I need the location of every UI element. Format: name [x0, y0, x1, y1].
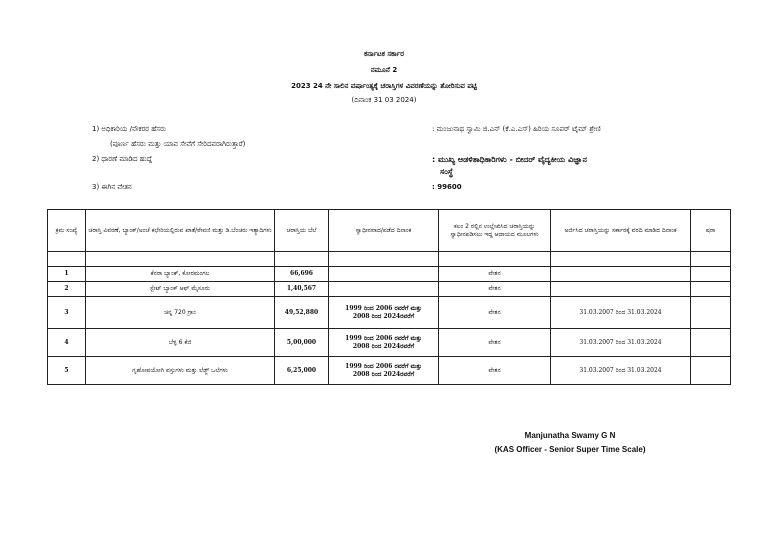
- table-spacer-row: [48, 252, 731, 267]
- cell-income-source: ವೇತನ: [439, 297, 551, 329]
- post-label: 2) ಧಾರಣೆ ಮಾಡಿದ ಹುದ್ದೆ: [92, 155, 153, 163]
- assets-table: [47, 209, 731, 385]
- header-cell-serial: ಕ್ರಮ ಸಂಖ್ಯೆ: [48, 210, 86, 252]
- cell-remarks: [691, 297, 731, 329]
- header-form-number: ನಮೂನೆ 2: [370, 66, 398, 74]
- cell-income-source: ವೇತನ: [439, 357, 551, 385]
- header-cell-acquired-date: ಸ್ವಾಧೀನವಾದ/ಪಡೆದ ದಿನಾಂಕ: [329, 210, 439, 252]
- post-value-line2: ಸಂಸ್ಥೆ: [440, 167, 454, 176]
- cell-reported-date: [551, 267, 691, 282]
- date-line1: 1999 ರಿಂದ 2006 ರವರೆಗೆ ಮತ್ತು: [345, 362, 422, 370]
- officer-value: : ಮಂಜುನಾಥ ಸ್ವಾಮಿ ಜಿ.ಎನ್ (ಕೆ.ಎ.ಎಸ್) ಹಿರಿಯ ಸೂಪರ್ ಟೈಮ್ ಶ್ರೇಣಿ: [432, 125, 601, 133]
- cell-value: 6,25,000: [275, 357, 329, 385]
- empty-cell: [329, 252, 439, 267]
- table-row: [48, 329, 731, 357]
- header-cell-reported-date: ಅರ್ಜಿಸಿದ ಚರಾಸ್ತಿಯನ್ನು ಸರ್ಕಾರಕ್ಕೆ ವರದಿ ಮಾಡಿದ ದಿನಾಂಕ: [551, 210, 691, 252]
- cell-value: 5,00,000: [275, 329, 329, 357]
- empty-cell: [551, 252, 691, 267]
- date-line1: 1999 ರಿಂದ 2006 ರವರೆಗೆ ಮತ್ತು: [345, 334, 422, 342]
- cell-reported-date: 31.03.2007 ರಿಂದ 31.03.2024: [551, 329, 691, 357]
- salary-value: : 99600: [432, 183, 462, 191]
- cell-acquired-date: [329, 297, 439, 329]
- cell-income-source: ವೇತನ: [439, 267, 551, 282]
- empty-cell: [439, 252, 551, 267]
- empty-cell: [48, 252, 86, 267]
- cell-value: 49,52,880: [275, 297, 329, 329]
- signature-name: Manjunatha Swamy G N: [524, 431, 616, 440]
- table-row: [48, 357, 731, 385]
- cell-value: 1,40,567: [275, 282, 329, 297]
- header-date: (ದಿನಾಂಕ 31 03 2024): [351, 96, 417, 104]
- officer-label: 1) ಅಧಿಕಾರಿಯ /ನೌಕರರ ಹೆಸರು: [92, 125, 166, 133]
- date-line2: 2008 ರಿಂದ 2024ರವರೆಗೆ: [352, 342, 415, 350]
- header-cell-income-source: ಕಲಂ 2 ರಲ್ಲಿನ ಉಲ್ಲೇಖಿಸಿದ ಚರಾಸ್ತಿಯನ್ನು ಸ್ವಾಧೀನಪಡಿಸಲು ಇದ್ದ ಆದಾಯದ ಮೂಲಗಳು: [439, 210, 551, 252]
- cell-reported-date: 31.03.2007 ರಿಂದ 31.03.2024: [551, 297, 691, 329]
- cell-description: ಚಿನ್ನ 720 ಗ್ರಾಂ: [86, 297, 275, 329]
- header-cell-remarks: ಷರಾ: [691, 210, 731, 252]
- date-line2: 2008 ರಿಂದ 2024ರವರೆಗೆ: [352, 370, 415, 378]
- cell-income-source: ವೇತನ: [439, 329, 551, 357]
- officer-note: (ಪೂರ್ಣ ಹೆಸರು ಮತ್ತು ಯಾವ ಸೇವೆಗೆ ಸೇರಿದವರಾಗಿರುತ್ತಾರೆ): [110, 140, 246, 148]
- cell-acquired-date: [329, 329, 439, 357]
- empty-cell: [86, 252, 275, 267]
- cell-remarks: [691, 267, 731, 282]
- cell-remarks: [691, 357, 731, 385]
- salary-label: 3) ಈಗಿನ ವೇತನ: [92, 183, 132, 191]
- cell-reported-date: 31.03.2007 ರಿಂದ 31.03.2024: [551, 357, 691, 385]
- header-cell-value: ಚರಾಸ್ತಿಯ ಬೆಲೆ: [275, 210, 329, 252]
- date-line1: 1999 ರಿಂದ 2006 ರವರೆಗೆ ಮತ್ತು: [345, 304, 422, 312]
- table-row: [48, 267, 731, 282]
- header-cell-description: ಚರಾಸ್ತಿ ವಿವರಣೆ, ಬ್ಯಾಂಕ್/ಅಂಚೆ ಕಛೇರಿಯಲ್ಲಿರುವ ಖಾತೆ/ಠೇವಣಿ ಮತ್ತು ಡಿ.ಬೆಂಚರು ಇತ್ಯಾದಿಗಳು: [86, 210, 275, 252]
- cell-income-source: ವೇತನ: [439, 282, 551, 297]
- cell-description: ಗೃಹೋಪಯೋಗಿ ವಸ್ತುಗಳು ಮತ್ತು ಲೆಡ್ಜ್ ಒಲೆಗಳು: [86, 357, 275, 385]
- header-government: ಕರ್ನಾಟಕ ಸರ್ಕಾರ: [364, 50, 404, 58]
- cell-description: ಸ್ಟೇಟ್ ಬ್ಯಾಂಕ್ ಆಫ್ ಮೈಸೂರು: [86, 282, 275, 297]
- cell-serial: 4: [48, 329, 86, 357]
- post-value-line1: : ಮುಖ್ಯ ಆಡಳಿತಾಧಿಕಾರಿಗಳು - ಬೀದರ್ ವೈದ್ಯಕೀಯ ವಿಜ್ಞಾನ: [432, 155, 587, 164]
- cell-serial: 2: [48, 282, 86, 297]
- cell-serial: 5: [48, 357, 86, 385]
- cell-value: 66,696: [275, 267, 329, 282]
- cell-reported-date: [551, 282, 691, 297]
- cell-remarks: [691, 282, 731, 297]
- cell-description: ಬೆಳ್ಳಿ 6 ಕೆಜಿ: [86, 329, 275, 357]
- cell-description: ಕೆನರಾ ಬ್ಯಾಂಕ್, ಕೋರಮಂಗಲ: [86, 267, 275, 282]
- cell-acquired-date: [329, 282, 439, 297]
- table-row: [48, 282, 731, 297]
- date-line2: 2008 ರಿಂದ 2024ರವರೆಗೆ: [352, 312, 415, 320]
- table-header-row: [48, 210, 731, 252]
- cell-acquired-date: [329, 267, 439, 282]
- header-title: 2023 24 ನೇ ಸಾಲಿನ ವರ್ಷಾಂತ್ಯಕ್ಕೆ ಚರಾಸ್ತಿಗಳ ವಿವರಣೆಯನ್ನು ತೋರಿಸುವ ಪಟ್ಟಿ: [291, 82, 477, 90]
- cell-serial: 1: [48, 267, 86, 282]
- cell-acquired-date: [329, 357, 439, 385]
- cell-remarks: [691, 329, 731, 357]
- table-row: [48, 297, 731, 329]
- signature-designation: (KAS Officer - Senior Super Time Scale): [494, 445, 646, 454]
- empty-cell: [691, 252, 731, 267]
- cell-serial: 3: [48, 297, 86, 329]
- empty-cell: [275, 252, 329, 267]
